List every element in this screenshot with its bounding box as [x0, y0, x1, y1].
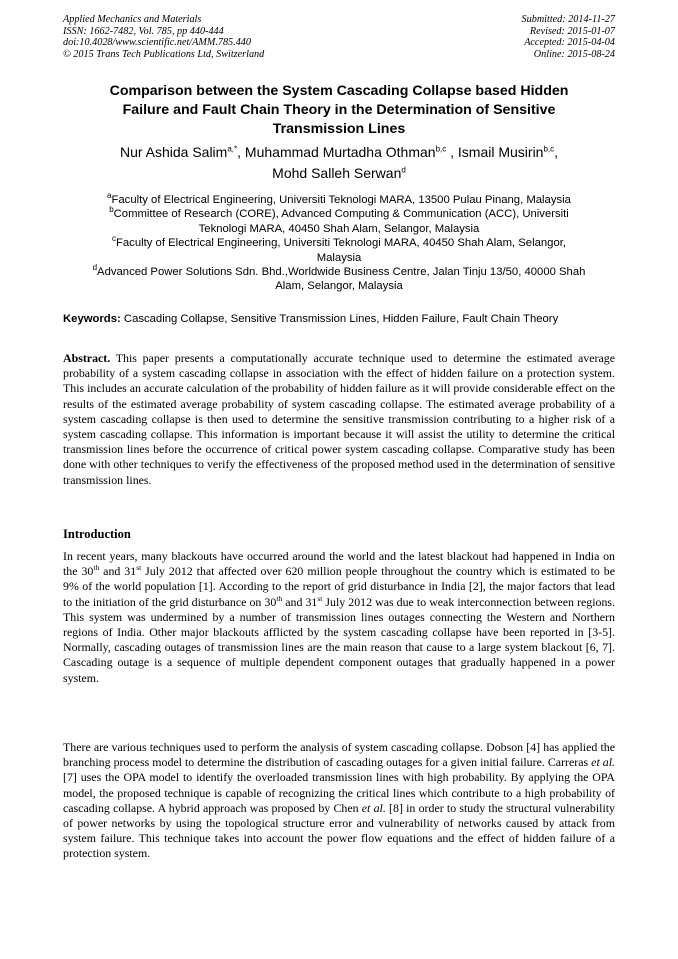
intro-paragraph-2	[63, 740, 615, 862]
affiliation-sup: a	[107, 191, 112, 201]
ordinal-sup: st	[317, 593, 323, 603]
affiliation-text: Faculty of Electrical Engineering, Universiti Teknologi MARA, 40450 Shah Alam, Selangor,	[115, 237, 567, 250]
keywords-label: Keywords:	[63, 313, 121, 325]
journal-doi: doi:10.4028/www.scientific.net/AMM.785.440	[63, 37, 251, 49]
title-line: Comparison between the System Cascading Collapse based Hidden	[109, 83, 569, 99]
author-list	[63, 142, 615, 184]
affiliation-a	[63, 193, 615, 207]
ordinal-sup: th	[276, 593, 283, 603]
keywords-text: Cascading Collapse, Sensitive Transmission Lines, Hidden Failure, Fault Chain Theory	[120, 313, 559, 325]
affiliation-b	[63, 207, 615, 221]
author-name: , Ismail Musirin	[446, 144, 544, 160]
author-name: Mohd Salleh Serwan	[272, 165, 402, 181]
paragraph-text: and 31	[282, 594, 318, 609]
affiliation-sup: d	[92, 263, 98, 273]
ordinal-sup: st	[136, 563, 142, 573]
affiliation-d-cont: Alam, Selangor, Malaysia	[275, 280, 403, 293]
intro-paragraph-1	[63, 549, 615, 686]
author-line	[63, 163, 615, 184]
author-affil-sup: b,c	[543, 144, 555, 154]
affiliation-b-cont: Teknologi MARA, 40450 Shah Alam, Selangor, Malaysia	[198, 222, 480, 235]
paragraph-text: [7] uses the OPA model to identify the overloaded transmission lines with high probability. By applying the OPA model, the proposed technique is capable of recognizing the critical lines which contribute to a high probability of cascading collapse. A hybrid approach was proposed by Chen	[63, 770, 615, 815]
affiliation-sup: c	[111, 234, 116, 244]
date-submitted: Submitted: 2014-11-27	[521, 14, 615, 25]
affiliation-c-cont: Malaysia	[316, 251, 362, 264]
abstract-label: Abstract.	[63, 351, 111, 365]
paragraph-text: There are various techniques used to perform the analysis of system cascading collapse. Dobson [4] has applied the branching process model to determine the distribution of cascading outages for a given initial failure. Carreras	[63, 740, 615, 770]
affiliation-d	[63, 265, 615, 279]
abstract	[63, 351, 615, 488]
submission-dates	[522, 14, 615, 60]
date-online: Online: 2015-08-24	[533, 48, 615, 60]
journal-info	[63, 14, 264, 60]
paragraph-text: [8] in order to study the structural vulnerability of power networks by using the topological structure error and vulnerability of networks caused by attack from system failure. This technique takes into account the power flow equations and the effect of hidden failure of a protection system.	[63, 800, 615, 861]
section-heading-introduction: Introduction	[63, 527, 131, 541]
affiliation-text: Advanced Power Solutions Sdn. Bhd.,Worldwide Business Centre, Jalan Tinju 13/50, 40000 Shah	[97, 266, 586, 279]
abstract-text: This paper presents a computationally accurate technique used to determine the estimated average probability of a system cascading collapse in association with the effect of hidden failure on a protection system. This includes an accurate calculation of the probability of hidden failure as it will provide considerable effect on the results of the estimated average probability of system cascading collapse. The estimated average probability of a system cascading collapse is then used to determine the sensitive transmission contributing to a higher risk of a system cascading collapse. This information is important because it will assist the utility to determine the critical transmission lines before the occurrence of critical power system cascading collapse. Comparative study has been done with other techniques to verify the effectiveness of the proposed method used in the determination of sensitive transmission lines.	[63, 351, 615, 487]
keywords	[63, 313, 615, 327]
paper-title	[63, 82, 615, 139]
ordinal-sup: th	[93, 563, 100, 573]
et-al: et al.	[591, 755, 616, 770]
paragraph-text: July 2012 was due to weak interconnection between regions. This system was undermined by a number of transmission lines outages connecting the Western and Northern regions of India. Other major blackouts afflicted by the system cascading collapse have been reported in [3-5]. Normally, cascading outages of transmission lines are the main reason that cause to a large system blackout [6, 7]. Cascading outage is a sequence of multiple dependent component outages that gradually happened in a power system.	[63, 594, 615, 685]
title-line: Transmission Lines	[272, 121, 406, 137]
author-affil-sup: b,c	[435, 144, 447, 154]
journal-issn: ISSN: 1662-7482, Vol. 785, pp 440-444	[63, 25, 224, 37]
paragraph-text: and 31	[99, 564, 137, 579]
author-affil-sup: a,*	[227, 144, 238, 154]
affiliation-text: Committee of Research (CORE), Advanced Computing & Communication (ACC), Universiti	[113, 208, 569, 221]
author-separator: ,	[554, 144, 559, 160]
author-name: , Muhammad Murtadha Othman	[237, 144, 436, 160]
et-al: et al.	[361, 800, 386, 815]
affiliations	[63, 193, 615, 294]
affiliation-c	[63, 236, 615, 250]
paragraph-text: In recent years, many blackouts have occurred around the world and the latest blackout had happened in India on the 30	[63, 549, 615, 579]
paragraph-text: July 2012 that affected over 620 million people throughout the country which is estimated to be 9% of the world population [1]. According to the report of grid disturbance in India [2], the major factors that lead to the initiation of the grid disturbance on 30	[63, 564, 615, 609]
affiliation-text: Faculty of Electrical Engineering, Universiti Teknologi MARA, 13500 Pulau Pinang, Malaysia	[111, 194, 571, 206]
title-line: Failure and Fault Chain Theory in the Determination of Sensitive	[122, 102, 556, 118]
date-accepted: Accepted: 2015-04-04	[524, 37, 615, 49]
author-affil-sup: d	[401, 165, 406, 175]
affiliation-sup: b	[109, 205, 114, 215]
author-line	[63, 142, 615, 163]
journal-copyright: © 2015 Trans Tech Publications Ltd, Switzerland	[63, 48, 265, 60]
date-revised: Revised: 2015-01-07	[529, 25, 615, 37]
journal-name: Applied Mechanics and Materials	[63, 14, 202, 25]
author-name: Nur Ashida Salim	[119, 144, 228, 160]
